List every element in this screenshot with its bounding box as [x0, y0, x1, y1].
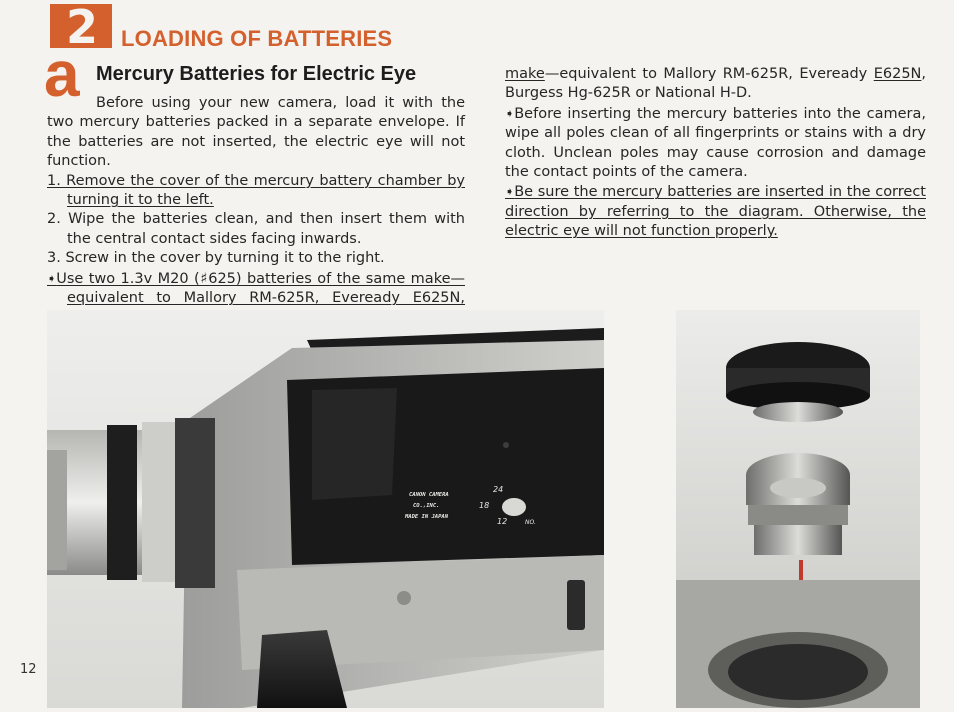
right-text-column	[505, 65, 926, 242]
label-no: NO.	[525, 519, 536, 526]
section-letter: a	[44, 38, 80, 110]
note-cleaning-text: Before inserting the mercury batteries into the camera, wipe all poles clean of all fingerprints or stains with a dry cloth. Unclean poles may cause corrosion and damage the contact points of the camera.	[505, 105, 926, 181]
note-batteries-text: Use two 1.3v M20 (♯625) batteries of the same make—equivalent to Mallory RM-625R, Eveready E625N,	[56, 270, 465, 307]
focus-ring[interactable]	[107, 425, 137, 580]
lens-mount	[175, 418, 215, 588]
chapter-title: LOADING OF BATTERIES	[121, 26, 393, 51]
note-batteries-wrap	[47, 46, 926, 85]
battery-chamber	[728, 644, 868, 700]
mercury-battery-2	[748, 505, 848, 525]
dial-18: 18	[479, 501, 490, 510]
camera-illustration	[47, 310, 604, 708]
side-switch[interactable]	[567, 580, 585, 630]
camera-photo	[47, 310, 604, 708]
chapter-number: 2	[66, 0, 97, 54]
label-line-2: CO.,INC.	[413, 503, 440, 509]
panel-highlight	[312, 388, 397, 500]
dial-12: 12	[497, 517, 508, 526]
battery-cover[interactable]	[397, 591, 411, 605]
continued-line-2: E625N	[873, 66, 922, 82]
panel-screw	[503, 442, 509, 448]
note-batteries	[47, 269, 465, 307]
battery-illustration	[676, 310, 920, 708]
note-arrow-icon: ➧	[505, 106, 515, 120]
intro-paragraph: Before using your new camera, load it with the two mercury batteries packed in a separate envelope. If the batteries are not inserted, the electric eye will not function.	[47, 95, 465, 170]
label-line-1: CANON CAMERA	[409, 492, 449, 498]
speed-dial-knob[interactable]	[502, 498, 526, 516]
battery-contact	[770, 478, 826, 498]
section-title: Mercury Batteries for Electric Eye	[96, 63, 417, 85]
note-cleaning-body	[505, 104, 926, 183]
battery-photo	[676, 310, 920, 708]
page-number: 12	[20, 662, 37, 677]
note-arrow-icon: ➧	[505, 185, 515, 199]
label-line-3: MADE IN JAPAN	[405, 514, 449, 520]
continued-line-1: make	[505, 66, 545, 82]
battery-cap-thread	[753, 402, 843, 422]
note-cleaning: make—equivalent to Mallory RM-625R, Eveready E625N, Burgess Hg-625R or National H-D.	[505, 66, 926, 102]
lens-front	[47, 450, 67, 570]
note-direction	[505, 182, 926, 241]
left-text-column	[47, 94, 465, 307]
note-arrow-icon: ➧	[47, 271, 57, 285]
step-2: 2. Wipe the batteries clean, and then insert them with the central contact sides facing inwards.	[47, 211, 465, 247]
step-3: 3. Screw in the cover by turning it to the right.	[47, 250, 385, 267]
battery-spring-holder	[754, 525, 842, 555]
note-batteries-continued	[505, 65, 926, 104]
note-direction-text: Be sure the mercury batteries are inserted in the correct direction by referring to the diagram. Otherwise, the electric eye will not function properly.	[505, 184, 926, 240]
dial-24: 24	[493, 485, 504, 494]
step-1: 1. Remove the cover of the mercury battery chamber by turning it to the left.	[47, 172, 465, 209]
